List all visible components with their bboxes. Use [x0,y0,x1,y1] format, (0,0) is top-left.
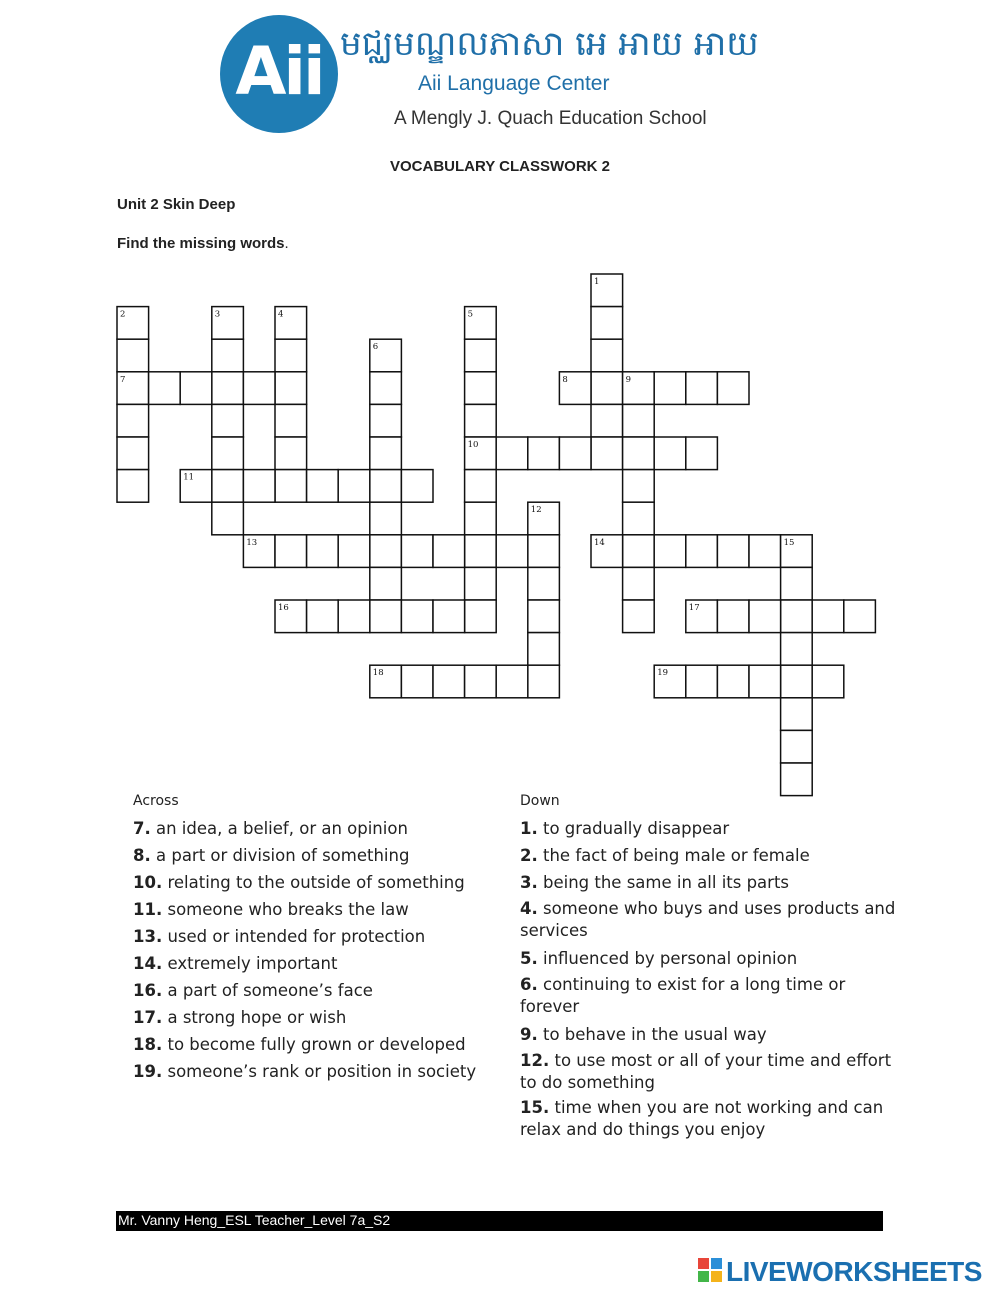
page-title: VOCABULARY CLASSWORK 2 [389,158,610,175]
crossword-cell[interactable] [465,665,497,698]
crossword-cell[interactable] [528,437,560,470]
crossword-cell[interactable] [212,372,244,405]
school-tagline: A Mengly J. Quach Education School [394,108,707,129]
clue-number: 9. [520,1025,538,1044]
crossword-cell[interactable] [654,437,686,470]
crossword-cell[interactable] [781,633,813,666]
crossword-cell[interactable] [307,535,339,568]
clue-number: 7. [133,819,151,838]
unit-title: Unit 2 Skin Deep [117,196,236,213]
liveworksheets-icon [698,1258,722,1282]
crossword-cell[interactable] [623,535,655,568]
crossword-cell[interactable] [496,535,528,568]
clue-text: time when you are not working and can relax and do things you enjoy [520,1098,884,1139]
cell-number: 3 [214,309,221,320]
clue-number: 2. [520,846,538,865]
cell-number: 2 [120,309,126,320]
clue-text: someone who breaks the law [162,900,409,919]
across-clue-13 [133,923,478,950]
clue-text: a part or division of something [150,846,410,865]
clue-number: 4. [520,899,538,918]
crossword-cell[interactable] [654,372,686,405]
crossword-cell[interactable] [212,502,244,535]
down-clue-6 [520,974,900,1018]
across-clue-7 [133,815,478,842]
crossword-cell[interactable] [465,404,497,437]
clue-text: to gradually disappear [537,819,730,838]
clue-text: to become fully grown or developed [162,1035,466,1054]
across-clue-14 [133,950,478,977]
crossword-cell[interactable] [465,502,497,535]
crossword-cell[interactable] [370,600,402,633]
clue-number: 11. [133,900,163,919]
crossword-cell[interactable] [844,600,876,633]
crossword-cell[interactable] [528,567,560,600]
crossword-cell[interactable] [812,665,844,698]
crossword-cell[interactable] [212,470,244,503]
crossword-cell[interactable] [623,502,655,535]
crossword-cell[interactable] [212,404,244,437]
crossword-cell[interactable] [338,470,370,503]
across-clue-17 [133,1004,478,1031]
crossword-cell[interactable] [749,665,781,698]
cell-number: 1 [594,277,600,287]
clue-text: used or intended for protection [162,927,426,946]
school-name: Aii Language Center [418,72,610,95]
across-clue-18 [133,1031,478,1058]
crossword-cell[interactable] [781,698,813,731]
crossword-cell[interactable] [496,437,528,470]
crossword-cell[interactable] [401,600,433,633]
cell-number: 16 [278,603,289,613]
crossword-cell[interactable] [465,372,497,405]
clue-number: 15. [520,1098,550,1117]
crossword-cell[interactable] [528,600,560,633]
crossword-cell[interactable] [591,307,623,340]
crossword-cell[interactable] [717,665,749,698]
down-clue-15 [520,1097,900,1141]
clue-number: 12. [520,1051,550,1070]
cell-number: 5 [467,309,474,320]
down-clue-12 [520,1050,900,1094]
down-clues [520,788,900,1144]
down-clue-3 [520,869,900,896]
crossword-cell[interactable] [212,339,244,372]
clue-text: someone who buys and uses products and services [520,899,896,940]
crossword-cell[interactable] [117,437,149,470]
crossword-cell[interactable] [180,372,212,405]
crossword-cell[interactable] [433,535,465,568]
down-clue-2 [520,842,900,869]
cell-number: 11 [183,472,195,483]
crossword-cell[interactable] [370,437,402,470]
cell-number: 19 [657,668,669,679]
crossword-cell[interactable] [654,535,686,568]
cell-number: 18 [372,668,384,679]
crossword-cell[interactable] [117,470,149,503]
crossword-cell[interactable] [717,600,749,633]
crossword-cell[interactable] [401,665,433,698]
crossword-cell[interactable] [812,600,844,633]
crossword-cell[interactable] [401,535,433,568]
cell-number: 9 [625,374,632,385]
clue-number: 13. [133,927,163,946]
clue-text: being the same in all its parts [537,873,790,892]
crossword-cell[interactable] [465,339,497,372]
crossword-cell[interactable] [370,404,402,437]
clue-text: to use most or all of your time and effort to do something [520,1051,892,1092]
crossword-cell[interactable] [465,600,497,633]
clue-text: continuing to exist for a long time or forever [520,975,846,1016]
crossword-cell[interactable] [275,535,307,568]
clue-text: relating to the outside of something [162,873,465,892]
crossword-cell[interactable] [623,470,655,503]
crossword-cell[interactable] [749,600,781,633]
crossword-cell[interactable] [623,437,655,470]
crossword-cell[interactable] [338,600,370,633]
cell-number: 4 [278,309,284,320]
clue-text: a strong hope or wish [162,1008,347,1027]
crossword-cell[interactable] [433,665,465,698]
crossword-cell[interactable] [401,470,433,503]
clue-number: 3. [520,873,538,892]
logo-text: Aii [235,33,323,110]
across-clue-19 [133,1058,478,1085]
crossword-cell[interactable] [243,470,275,503]
across-clue-11 [133,896,478,923]
school-name-native: មជ្ឈមណ្ឌលភាសា អេ អាយ អាយ [340,24,759,64]
crossword-cell[interactable] [717,372,749,405]
clue-number: 17. [133,1008,163,1027]
clue-text: to behave in the usual way [537,1025,767,1044]
crossword-cell[interactable] [465,567,497,600]
down-clue-5 [520,945,900,972]
cell-number: 8 [562,374,568,385]
crossword-cell[interactable] [149,372,181,405]
crossword-cell[interactable] [528,633,560,666]
clue-number: 18. [133,1035,163,1054]
crossword-cell[interactable] [275,404,307,437]
instruction-bold: Find the missing words [117,235,285,252]
across-clue-16 [133,977,478,1004]
clue-number: 16. [133,981,163,1000]
clue-text: a part of someone’s face [162,981,373,1000]
footer-text: Mr. Vanny Heng_ESL Teacher_Level 7a_S2 [118,1212,391,1228]
crossword-cell[interactable] [307,600,339,633]
crossword-cell[interactable] [686,437,718,470]
crossword-cell[interactable] [212,437,244,470]
cell-number: 7 [120,374,126,385]
crossword-cell[interactable] [370,470,402,503]
liveworksheets-logo: LIVEWORKSHEETS [726,1256,982,1287]
crossword-cell[interactable] [370,372,402,405]
clue-text: an idea, a belief, or an opinion [150,819,408,838]
crossword-cell[interactable] [686,665,718,698]
crossword-cell[interactable] [528,535,560,568]
crossword-cell[interactable] [781,730,813,763]
cell-number: 17 [688,603,700,613]
crossword-cell[interactable] [117,339,149,372]
crossword-cell[interactable] [465,470,497,503]
clue-number: 19. [133,1062,163,1081]
across-heading: Across [133,793,179,809]
crossword-cell[interactable] [338,535,370,568]
instruction-rest: . [284,235,289,252]
crossword-cell[interactable] [559,437,591,470]
crossword-cell[interactable] [370,567,402,600]
clue-number: 10. [133,873,163,892]
crossword-cell[interactable] [591,437,623,470]
crossword-cell[interactable] [623,600,655,633]
crossword-cell[interactable] [275,372,307,405]
crossword-cell[interactable] [591,339,623,372]
down-clue-9 [520,1021,900,1048]
clue-text: extremely important [162,954,338,973]
cell-number: 10 [467,440,479,450]
cell-number: 6 [372,342,379,353]
down-heading: Down [520,793,560,809]
down-clue-4 [520,898,900,942]
across-clue-8 [133,842,478,869]
cell-number: 14 [594,537,605,548]
crossword-cell[interactable] [275,470,307,503]
crossword-cell[interactable] [717,535,749,568]
crossword-cell[interactable] [433,600,465,633]
crossword-cell[interactable] [686,372,718,405]
cell-number: 13 [246,537,258,548]
crossword-cell[interactable] [243,372,275,405]
clue-text: someone’s rank or position in society [162,1062,477,1081]
clue-number: 8. [133,846,151,865]
crossword-cell[interactable] [781,600,813,633]
down-clue-1 [520,815,900,842]
crossword-cell[interactable] [623,567,655,600]
across-clues [133,788,478,1085]
cell-number: 15 [783,537,795,548]
across-clue-10 [133,869,478,896]
crossword-cell[interactable] [465,535,497,568]
crossword-cell[interactable] [686,535,718,568]
crossword-cell[interactable] [591,372,623,405]
clue-number: 14. [133,954,163,973]
clue-number: 5. [520,949,538,968]
clue-text: influenced by personal opinion [537,949,798,968]
cell-number: 12 [530,505,542,516]
crossword-cell[interactable] [275,339,307,372]
crossword-cell[interactable] [749,535,781,568]
clue-number: 1. [520,819,538,838]
crossword-cell[interactable] [528,665,560,698]
crossword-cell[interactable] [781,665,813,698]
crossword-cell[interactable] [370,502,402,535]
clue-text: the fact of being male or female [537,846,810,865]
crossword-cell[interactable] [781,567,813,600]
crossword-cell[interactable] [623,404,655,437]
crossword-cell[interactable] [496,665,528,698]
clue-number: 6. [520,975,538,994]
crossword-cell[interactable] [591,404,623,437]
crossword-cell[interactable] [117,404,149,437]
crossword-cell[interactable] [370,535,402,568]
crossword-cell[interactable] [275,437,307,470]
crossword-cell[interactable] [307,470,339,503]
